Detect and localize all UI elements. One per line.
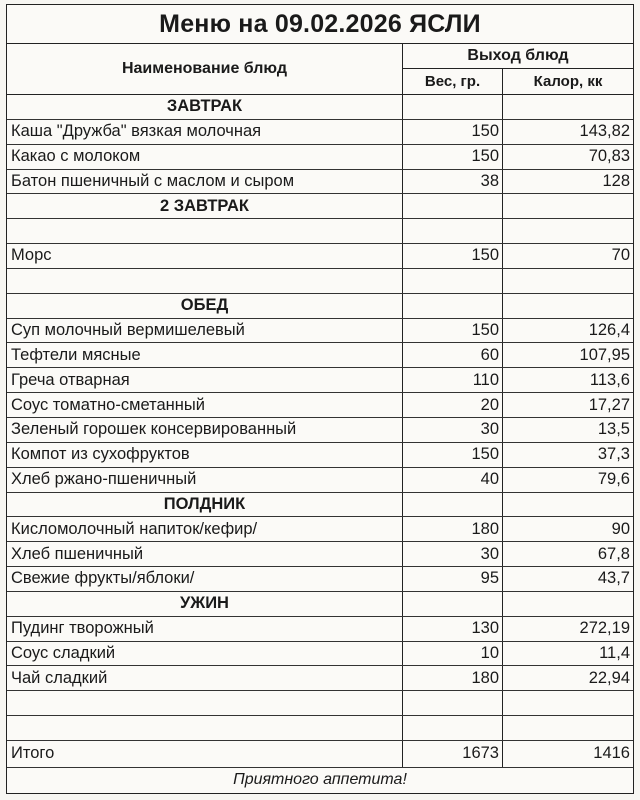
dish-name-cell: Свежие фрукты/яблоки/ (7, 567, 403, 591)
calories-cell: 70,83 (588, 147, 630, 166)
table-row (7, 343, 633, 368)
calories-cell: 11,4 (599, 643, 630, 662)
table-row (7, 468, 633, 493)
calories-cell (503, 194, 633, 218)
weight-cell: 60 (403, 343, 503, 367)
table-row (7, 691, 633, 716)
calories-cell: 22,94 (588, 668, 630, 687)
dish-name-cell (7, 219, 403, 243)
calories-cell (503, 691, 633, 715)
table-row (7, 368, 633, 393)
weight-cell: 38 (403, 170, 503, 194)
dish-name-cell: Компот из сухофруктов (7, 443, 403, 467)
weight-cell: 150 (403, 244, 503, 268)
dish-name-cell (7, 269, 403, 293)
calories-cell (503, 493, 633, 517)
dish-name-cell (7, 691, 403, 715)
calories-header: Калор, кк (533, 73, 603, 90)
footer-note: Приятного аппетита! (233, 770, 407, 788)
calories-cell: 79,6 (597, 470, 630, 489)
dish-name-cell: Морс (7, 244, 403, 268)
menu-rows (7, 95, 633, 768)
menu-title: Меню на 09.02.2026 ЯСЛИ (7, 5, 633, 44)
calories-cell: 107,95 (579, 345, 630, 364)
dish-name-cell (7, 716, 403, 740)
dish-name-cell: Чай сладкий (7, 666, 403, 690)
calories-cell: 70 (611, 246, 630, 265)
table-row (7, 567, 633, 592)
weight-cell (403, 493, 503, 517)
weight-cell (403, 592, 503, 616)
calories-cell (503, 95, 633, 119)
dish-name-cell: Каша "Дружба" вязкая молочная (7, 120, 403, 144)
table-row (7, 145, 633, 170)
calories-cell: 43,7 (597, 569, 630, 588)
calories-cell: 37,3 (597, 445, 630, 464)
dish-name-cell: Суп молочный вермишелевый (7, 319, 403, 343)
table-row (7, 617, 633, 642)
dish-name-cell: УЖИН (7, 592, 403, 616)
calories-cell: 90 (611, 519, 630, 538)
dish-name-cell: Пудинг творожный (7, 617, 403, 641)
weight-cell (403, 219, 503, 243)
weight-cell: 1673 (403, 741, 503, 767)
table-row (7, 418, 633, 443)
weight-cell: 95 (403, 567, 503, 591)
section-row (7, 95, 633, 120)
table-header (7, 44, 633, 95)
section-row (7, 194, 633, 219)
calories-cell: 17,27 (588, 395, 630, 414)
dish-name-cell: Греча отварная (7, 368, 403, 392)
table-row (7, 642, 633, 667)
table-row (7, 244, 633, 269)
dish-name-cell: ПОЛДНИК (7, 493, 403, 517)
calories-cell: 113,6 (589, 370, 630, 389)
dish-name-cell: 2 ЗАВТРАК (7, 194, 403, 218)
dish-name-cell: Зеленый горошек консервированный (7, 418, 403, 442)
calories-cell (503, 219, 633, 243)
calories-cell: 143,82 (579, 122, 630, 141)
table-row (7, 542, 633, 567)
table-row (7, 393, 633, 418)
table-row (7, 666, 633, 691)
weight-cell (403, 194, 503, 218)
dish-name-cell: Кисломолочный напиток/кефир/ (7, 517, 403, 541)
calories-cell: 1416 (593, 744, 630, 763)
calories-cell: 128 (602, 171, 630, 190)
weight-cell: 180 (403, 666, 503, 690)
dish-name-cell: ЗАВТРАК (7, 95, 403, 119)
dish-name-cell: Какао с молоком (7, 145, 403, 169)
table-row (7, 170, 633, 195)
dish-name-cell: Батон пшеничный с маслом и сыром (7, 170, 403, 194)
calories-cell (503, 294, 633, 318)
weight-cell: 130 (403, 617, 503, 641)
dish-name-cell: Тефтели мясные (7, 343, 403, 367)
menu-sheet (6, 4, 634, 794)
weight-cell (403, 294, 503, 318)
weight-header: Вес, гр. (403, 69, 503, 94)
dish-name-cell: Хлеб пшеничный (7, 542, 403, 566)
calories-cell: 126,4 (588, 321, 630, 340)
section-row (7, 493, 633, 518)
weight-cell: 10 (403, 642, 503, 666)
table-row (7, 517, 633, 542)
weight-cell: 180 (403, 517, 503, 541)
dish-name-header: Наименование блюд (7, 44, 403, 94)
table-row (7, 716, 633, 741)
calories-cell: 13,5 (597, 420, 630, 439)
weight-cell: 40 (403, 468, 503, 492)
calories-cell: 272,19 (579, 619, 630, 638)
table-row (7, 219, 633, 244)
weight-cell: 30 (403, 418, 503, 442)
weight-cell (403, 95, 503, 119)
calories-cell (503, 269, 633, 293)
calories-cell (503, 592, 633, 616)
section-row (7, 592, 633, 617)
calories-cell (503, 716, 633, 740)
weight-cell: 150 (403, 319, 503, 343)
total-row (7, 741, 633, 768)
calories-cell: 67,8 (597, 544, 630, 563)
dish-name-cell: ОБЕД (7, 294, 403, 318)
weight-cell: 20 (403, 393, 503, 417)
table-row (7, 120, 633, 145)
dish-name-cell: Соус сладкий (7, 642, 403, 666)
weight-cell: 30 (403, 542, 503, 566)
dish-name-cell: Итого (7, 741, 403, 767)
weight-cell (403, 716, 503, 740)
weight-cell: 110 (403, 368, 503, 392)
weight-cell: 150 (403, 443, 503, 467)
table-row (7, 443, 633, 468)
table-row (7, 319, 633, 344)
dish-name-cell: Соус томатно-сметанный (7, 393, 403, 417)
table-row (7, 269, 633, 294)
dish-name-cell: Хлеб ржано-пшеничный (7, 468, 403, 492)
weight-cell: 150 (403, 145, 503, 169)
weight-cell (403, 269, 503, 293)
yield-header: Выход блюд (403, 44, 633, 69)
weight-cell: 150 (403, 120, 503, 144)
section-row (7, 294, 633, 319)
weight-cell (403, 691, 503, 715)
